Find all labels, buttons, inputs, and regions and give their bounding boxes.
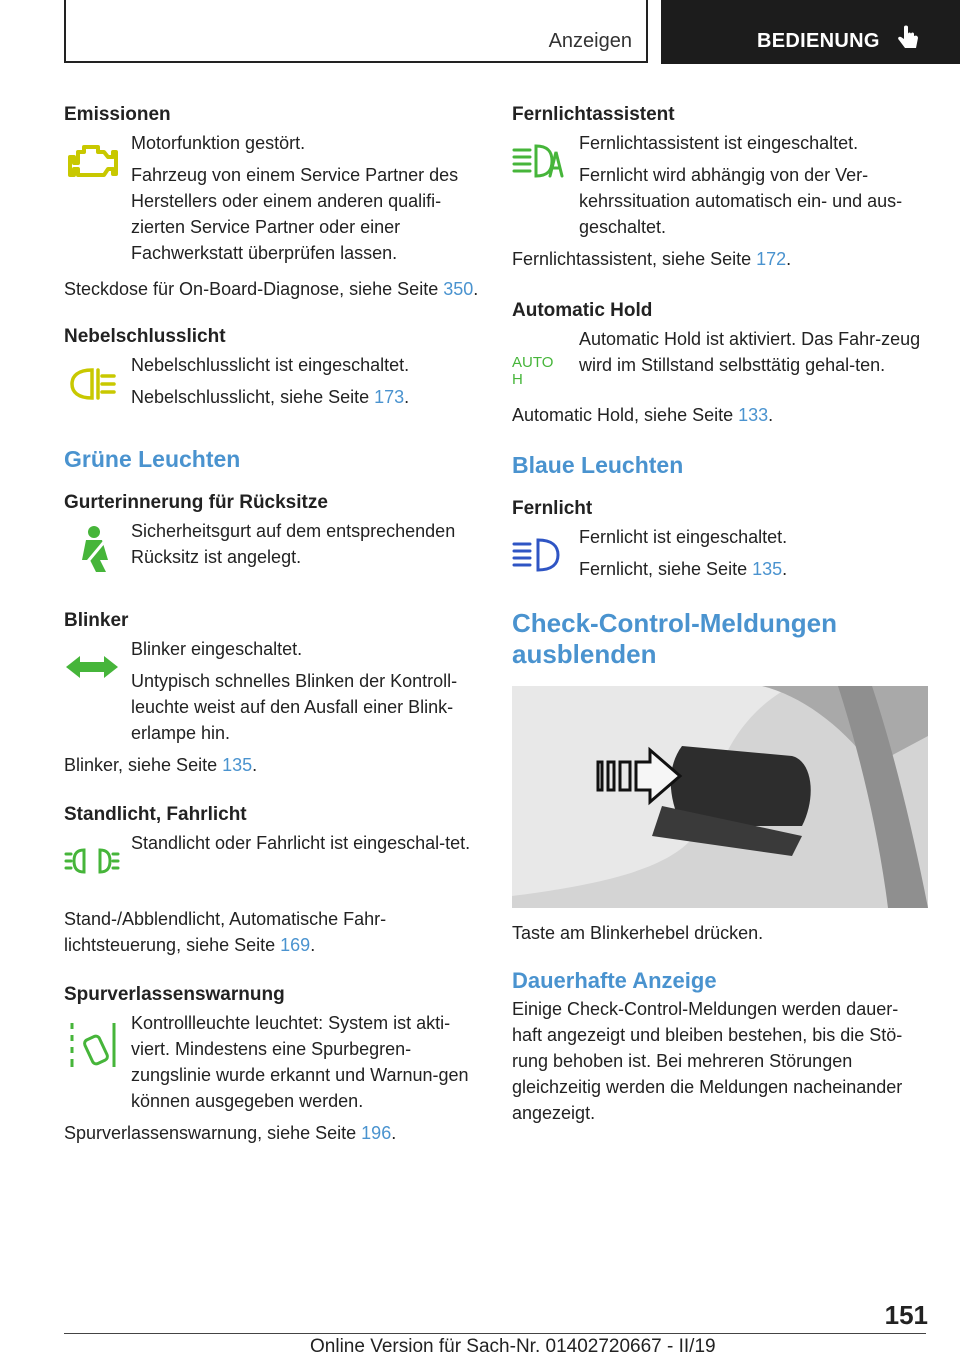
gurt-indicator (64, 518, 480, 588)
nebel-page-link[interactable]: 173 (374, 387, 405, 407)
auto-hold-icon (512, 346, 568, 396)
right-column (512, 100, 928, 1126)
emissionen-line2: Fahrzeug von einem Service Partner des Herstellers oder einem anderen qualifi-zierten Service Partner oder einer Fachwerkstatt überprüfen lassen. (131, 165, 459, 263)
hand-pointer-icon (896, 25, 920, 53)
standlicht-line1: Standlicht oder Fahrlicht ist eingeschal-tet. (131, 833, 471, 853)
obd-page-link[interactable]: 350 (443, 279, 474, 299)
spur-line1: Kontrollleuchte leuchtet: System ist akti-viert. Mindestens eine Spurbegren-zungslinie wurde erkannt und Warnun-gen können ausgegeben werden. (131, 1013, 469, 1111)
fernlicht-reference: Fernlicht, siehe Seite 135. (579, 559, 788, 579)
gruene-leuchten-title: Grüne Leuchten (64, 446, 241, 472)
autohold-reference: Automatic Hold, siehe Seite 133. (512, 405, 774, 425)
dauerhafte-anzeige-title: Dauerhafte Anzeige (512, 968, 717, 993)
fernlicht-line1: Fernlicht ist eingeschaltet. (579, 527, 788, 547)
emissionen-line1: Motorfunktion gestört. (131, 133, 306, 153)
gurt-line1: Sicherheitsgurt auf dem entsprechenden Rücksitz ist angelegt. (131, 521, 456, 567)
autohold-page-link[interactable]: 133 (738, 405, 769, 425)
standlicht-ref-text: Stand-/Abblendlicht, Automatische Fahr-lichtsteuerung, siehe Seite (64, 909, 387, 955)
fernlicht-ref-text: Fernlicht, siehe Seite (579, 559, 753, 579)
standlicht-reference: Stand-/Abblendlicht, Automatische Fahr-lichtsteuerung, siehe Seite 169. (64, 909, 387, 955)
standlicht-page-link[interactable]: 169 (280, 935, 311, 955)
figure-caption: Taste am Blinkerhebel drücken. (512, 923, 764, 943)
engine-warning-icon (64, 136, 120, 186)
footer-text: Online Version für Sach-Nr. 01402720667 - II/19 (310, 1336, 716, 1357)
fernlicht-page-link[interactable]: 135 (752, 559, 783, 579)
fernlichtassistent-line1: Fernlichtassistent ist eingeschaltet. (579, 133, 859, 153)
dauerhafte-anzeige-text: Einige Check-Control-Meldungen werden dauer-haft angezeigt und bleiben bestehen, bis die Stö-rung behoben ist. Bei mehreren Störungen gleichzeitig werden die Meldungen nacheinander angezeigt. (512, 999, 903, 1123)
autohold-indicator (512, 326, 928, 396)
spur-ref-text: Spurverlassenswarnung, siehe Seite (64, 1123, 362, 1143)
header-chapter-label: BEDIENUNG (757, 30, 880, 52)
standlicht-indicator (64, 830, 480, 900)
blinker-ref-text: Blinker, siehe Seite (64, 755, 223, 775)
nebel-reference: Nebelschlusslicht, siehe Seite 173. (131, 387, 410, 407)
standlicht-heading: Standlicht, Fahrlicht (64, 804, 247, 825)
turn-signal-icon (64, 642, 120, 692)
nebel-line1: Nebelschlusslicht ist eingeschaltet. (131, 355, 410, 375)
gurt-heading: Gurterinnerung für Rücksitze (64, 492, 328, 513)
autohold-heading: Automatic Hold (512, 300, 653, 321)
rear-fog-light-icon (64, 358, 120, 408)
fernlichtassistent-reference: Fernlichtassistent, siehe Seite 172. (512, 249, 792, 269)
fernlichtassistent-line2: Fernlicht wird abhängig von der Ver-kehrssituation automatisch ein- und aus-geschaltet. (579, 165, 903, 237)
fernlichtassistent-indicator (512, 130, 928, 240)
spur-page-link[interactable]: 196 (361, 1123, 392, 1143)
blinker-line2: Untypisch schnelles Blinken der Kontroll-leuchte weist auf den Ausfall einer Blink-erlampe hin. (131, 671, 458, 743)
turn-signal-lever-photo (512, 686, 928, 908)
obd-text: Steckdose für On-Board-Diagnose, siehe Seite (64, 279, 444, 299)
fernlicht-indicator (512, 524, 928, 594)
check-control-title: Check-Control-Meldungen ausblenden (512, 608, 837, 669)
fernlichtassistent-page-link[interactable]: 172 (756, 249, 787, 269)
blinker-line1: Blinker eingeschaltet. (131, 639, 303, 659)
blinker-reference: Blinker, siehe Seite 135. (64, 755, 258, 775)
page-number: 151 (884, 1300, 928, 1330)
autohold-line1: Automatic Hold ist aktiviert. Das Fahr-zeug wird im Stillstand selbsttätig gehal-ten. (579, 329, 921, 375)
left-column (64, 100, 480, 1146)
fernlichtassistent-heading: Fernlichtassistent (512, 104, 675, 125)
nebel-heading: Nebelschlusslicht (64, 326, 226, 347)
obd-reference: Steckdose für On-Board-Diagnose, siehe Seite 350. (64, 279, 479, 299)
fernlicht-heading: Fernlicht (512, 498, 593, 519)
header-chapter-tab (661, 0, 960, 64)
nebel-ref-text: Nebelschlusslicht, siehe Seite (131, 387, 375, 407)
header-section-tab (64, 0, 648, 63)
blaue-leuchten-title: Blaue Leuchten (512, 452, 684, 478)
emissionen-indicator (64, 130, 480, 200)
high-beam-icon (512, 530, 568, 580)
lane-departure-icon (64, 1016, 120, 1072)
autohold-ref-text: Automatic Hold, siehe Seite (512, 405, 739, 425)
seatbelt-icon (64, 524, 120, 574)
spur-heading: Spurverlassenswarnung (64, 984, 285, 1005)
auto-hold-icon-label: AUTO H (512, 354, 554, 388)
high-beam-assist-icon (512, 136, 568, 186)
blinker-page-link[interactable]: 135 (222, 755, 253, 775)
nebel-indicator (64, 352, 480, 422)
parking-light-icon (64, 836, 120, 886)
blinker-indicator (64, 636, 480, 746)
fernlichtassistent-ref-text: Fernlichtassistent, siehe Seite (512, 249, 757, 269)
blinker-heading: Blinker (64, 610, 129, 631)
spur-reference: Spurverlassenswarnung, siehe Seite 196. (64, 1123, 397, 1143)
emissionen-heading: Emissionen (64, 104, 171, 125)
footer-divider (64, 1333, 926, 1334)
header-section-label: Anzeigen (548, 30, 632, 52)
spur-indicator (64, 1010, 480, 1114)
lever-illustration (512, 686, 928, 908)
